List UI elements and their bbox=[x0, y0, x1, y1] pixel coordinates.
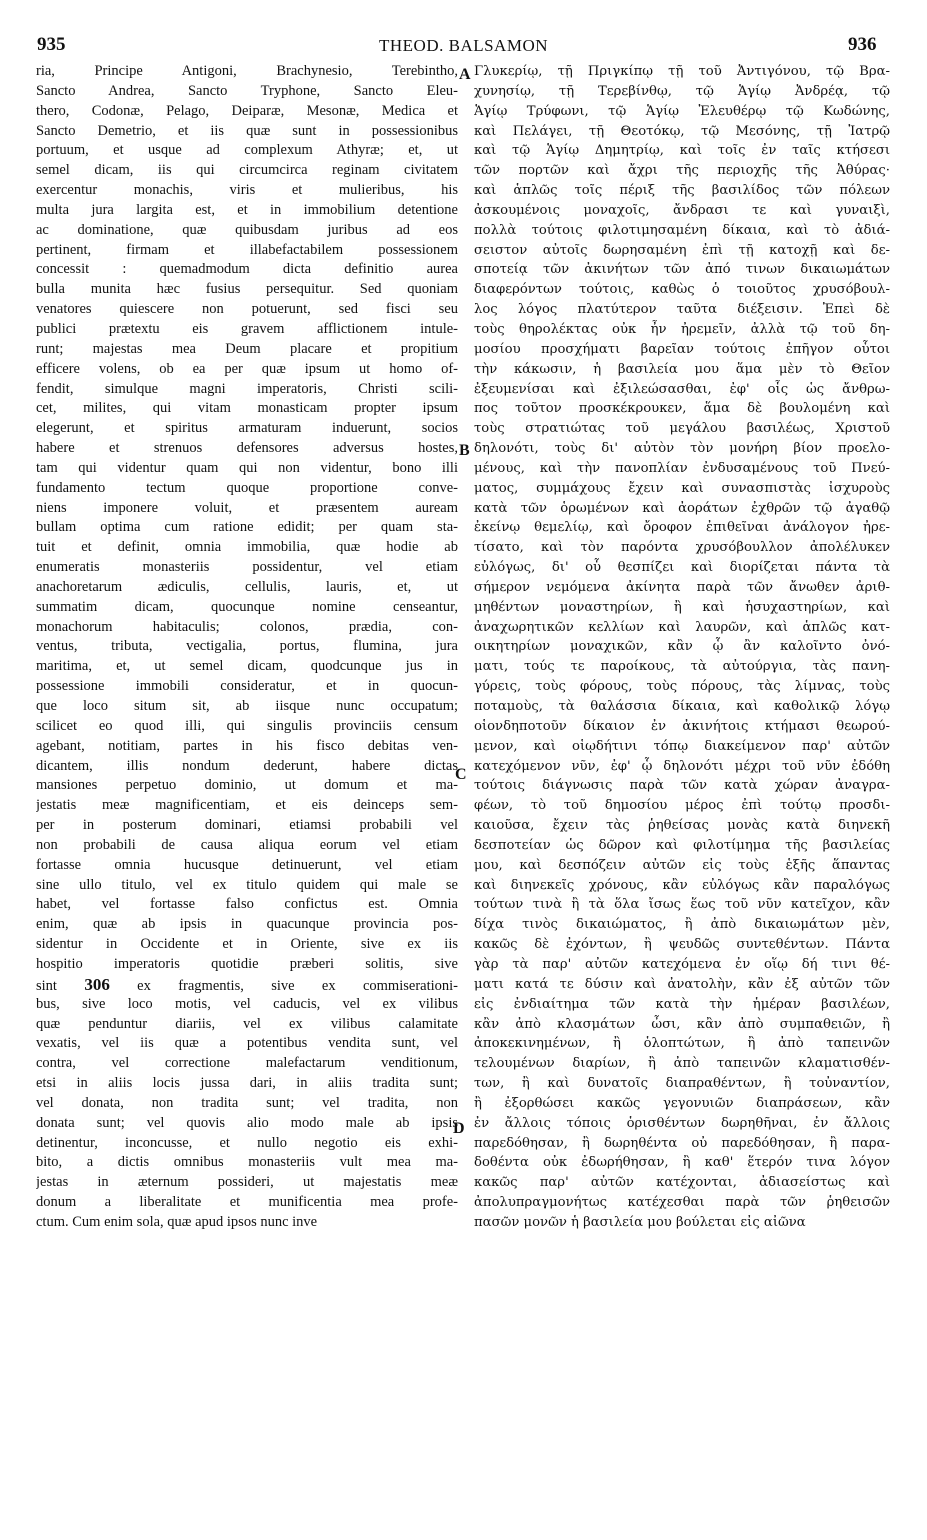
greek-text-line: καὶ διηνεκεῖς χρόνους, κἂν εὐλόγως κἂν παραλόγως bbox=[474, 877, 890, 893]
latin-text-line: bulla munita hæc fusius persequitur. Sed quoniam bbox=[36, 281, 458, 298]
latin-text-line: fundamento tectum quoque proportione conve- bbox=[36, 479, 458, 496]
latin-text-line: concessit : quemadmodum dicta definitio aurea bbox=[36, 261, 458, 278]
greek-text-line: ματι, τούς τε παροίκους, τὰ αὐτούργια, τὰς πανη- bbox=[474, 659, 890, 675]
greek-text-line: παρεδόθησαν, ἢ δωρηθέντα οὐ παρεδόθησαν, ἢ παρα- bbox=[474, 1135, 890, 1151]
latin-text-line: enumeratis monasteriis possidentur, vel etiam bbox=[36, 559, 458, 576]
greek-text-line: δοθέντα οὐκ ἐδωρήθησαν, ἢ καθ' ἕτερόν τινα λόγον bbox=[474, 1155, 890, 1171]
greek-text-line: καὶ Πελάγει, τῇ Θεοτόκῳ, τῷ Μεσόνης, τῇ Ἰατρῷ bbox=[474, 123, 890, 139]
latin-text-line: habere et strenuos defensores adversus hostes, bbox=[36, 440, 458, 457]
margin-mark-d: D bbox=[453, 1120, 465, 1137]
greek-text-line: καιοῦσα, ἔχειν τὰς ῥηθείσας μονὰς κατὰ διηνεκῆ bbox=[474, 818, 890, 834]
greek-text-line: ἀποκεκινημένων, ἢ ὁλοπτώτων, ἢ ἀπὸ ταπεινῶν bbox=[474, 1036, 890, 1052]
greek-text-line: σήμερον νεμόμενα ἀκίνητα παρὰ τῶν ἄνωθεν ἀριθ- bbox=[474, 579, 890, 595]
greek-text-line: μηθέντων μοναστηρίων, ἢ καὶ ἡσυχαστηρίων, καὶ bbox=[474, 599, 890, 615]
latin-text-line: habet, vel fortasse falso confictus est. Omnia bbox=[36, 896, 458, 913]
latin-text-line: enim, quæ ab ipsis in quacunque provincia pos- bbox=[36, 916, 458, 933]
greek-text-line: ἐξευμενίσαι καὶ ἐξιλεώσασθαι, ἐφ' οἷς ὡς ἄνθρω- bbox=[474, 381, 890, 397]
greek-text-line: τοὺς στρατιώτας τοῦ μεγάλου βασιλέως, Χριστοῦ bbox=[474, 421, 890, 437]
latin-text-line: sidentur in Occidente et in Oriente, sive ex iis bbox=[36, 936, 458, 953]
margin-mark-a: A bbox=[459, 66, 471, 83]
latin-text-line: scilicet eo quod illi, qui singulis provinciis censum bbox=[36, 717, 458, 734]
latin-text-line: donum a liberalitate et munificentia mea profe- bbox=[36, 1194, 458, 1211]
margin-mark-b: B bbox=[459, 442, 470, 459]
latin-text-line: anachoretarum ædiculis, cellulis, lauris, et, ut bbox=[36, 578, 458, 595]
latin-text-line: bullam optima cum ratione edidit; per quam sta- bbox=[36, 519, 458, 536]
latin-text-line: elegerunt, et spiritus armaturam induerunt, socios bbox=[36, 420, 458, 437]
greek-text-line: φέων, τὸ τοῦ δημοσίου μέρος ἐπὶ τούτῳ προσδι- bbox=[474, 798, 890, 814]
latin-text-line: cet, milites, qui vitam monasticam propter ipsum bbox=[36, 400, 458, 417]
greek-text-line: λος λόγος πλατύτερον ταῦτα διέξεισιν. Ἐπεὶ δὲ bbox=[474, 302, 890, 318]
latin-text-line: ac dominatione, quæ quibusdam juribus ad eos bbox=[36, 221, 458, 238]
greek-text-line: των, ἢ καὶ δυνατοῖς διαπραθέντων, ἢ τοὐναντίον, bbox=[474, 1076, 890, 1092]
latin-text-line: vexatis, vel iis quæ a potentibus vendita sunt, vel bbox=[36, 1035, 458, 1052]
greek-column bbox=[474, 62, 890, 1233]
latin-text-line: exercentur monachis, viris et mulieribus, his bbox=[36, 182, 458, 199]
latin-text-line: non probabili de causa aliqua eorum vel etiam bbox=[36, 836, 458, 853]
greek-text-line: γὰρ τὰ παρ' αὐτῶν κατεχόμενα ἐν οἵῳ δή τινι θέ- bbox=[474, 956, 890, 972]
latin-text-line: jestatis meæ magnificentiam, et eis deinceps sem- bbox=[36, 797, 458, 814]
greek-text-line: δίχα τινὸς δικαιώματος, ἢ ἀπὸ δικαιωμάτων μὲν, bbox=[474, 917, 890, 933]
latin-text-line: sine ullo titulo, vel ex titulo quidem qui male se bbox=[36, 876, 458, 893]
latin-text-line: efficere volens, ob ea per quæ ipsum ut homo of- bbox=[36, 360, 458, 377]
latin-text-line: ventus, tributa, vectigalia, portus, flumina, jura bbox=[36, 638, 458, 655]
greek-text-line: διαφερόντων τούτοις, καθὼς ὁ τοιοῦτος χρυσόβουλ- bbox=[474, 282, 890, 298]
latin-text-line: bus, sive loco motis, vel caducis, vel ex vilibus bbox=[36, 995, 458, 1012]
greek-text-line: ἀσκουμένοις μοναχοῖς, ἄνδρασι τε καὶ γυναιξὶ, bbox=[474, 202, 890, 218]
latin-text-line: runt; majestas mea Deum placare et propitium bbox=[36, 340, 458, 357]
greek-text-line: τῶν πορτῶν καὶ ἄχρι τῆς περιοχῆς τῆς Ἀθύρας· bbox=[474, 163, 890, 179]
greek-text-line: δηλονότι, τοὺς δι' αὐτὸν τὸν μονήρη βίον προελο- bbox=[474, 441, 890, 457]
greek-text-line: τούτων τινὰ ἢ τὰ ὅλα ἴσως ἕως τοῦ νῦν κατεῖχον, κἂν bbox=[474, 897, 890, 913]
latin-text-line: niens imponere voluit, et præsentem auream bbox=[36, 499, 458, 516]
greek-text-line: ἐν ἄλλοις τόποις ὁρισθέντων δωρηθῆναι, ἐν ἄλλοις bbox=[474, 1115, 890, 1131]
greek-text-line: μενον, καὶ οἱῳδήτινι τόπῳ διακείμενον παρ' αὐτῶν bbox=[474, 738, 890, 754]
greek-text-line: τοὺς θηρολέκτας οὐκ ἦν ἠρεμεῖν, ἀλλὰ τῷ τοῦ δη- bbox=[474, 321, 890, 337]
latin-text-line: fortasse omnia hucusque detinuerunt, vel etiam bbox=[36, 856, 458, 873]
greek-text-line: σειστον αὐτοῖς δωρησαμένη ἐπὶ τῇ κατοχῇ καὶ δε- bbox=[474, 242, 890, 258]
latin-text-line: jestas in æternum possideri, ut majestatis meæ bbox=[36, 1174, 458, 1191]
latin-text-line: pertinent, firmam et illabefactabilem possessionem bbox=[36, 241, 458, 258]
greek-text-line: ἐκείνῳ θεμελίῳ, καὶ ὄροφον ἐπιθεῖναι ἀνάλογον ἠρε- bbox=[474, 520, 890, 536]
latin-text-line: ctum. Cum enim sola, quæ apud ipsos nunc inve bbox=[36, 1213, 318, 1230]
greek-text-line: Γλυκερίῳ, τῇ Πριγκίπῳ τῇ τοῦ Ἀντιγόνου, τῷ Βρα- bbox=[474, 64, 890, 79]
greek-text-line: πος τοῦτον προσκέκρουκεν, ἅμα δὲ βουλομένη καὶ bbox=[474, 401, 890, 417]
latin-text-line: Sancto Demetrio, et iis quæ sunt in possessionibus bbox=[36, 122, 458, 139]
greek-text-line: σποτείᾳ τῶν ἀκινήτων τῶν ἀπό τινων δικαιωμάτων bbox=[474, 262, 890, 278]
latin-text-line: tam qui videntur quam qui non videntur, bono illi bbox=[36, 459, 458, 476]
latin-text-line: hospitio imperatoris quotidie præberi solitis, sive bbox=[36, 955, 458, 972]
latin-column bbox=[36, 62, 458, 1233]
greek-text-line: μου, καὶ δεσπόζειν αὐτῶν εἰς τοὺς ἑξῆς ἅπαντας bbox=[474, 857, 890, 873]
greek-text-line: οικητηρίων μοναχικῶν, κἂν ᾧ ἂν καλοῖντο ὀνό- bbox=[474, 639, 890, 655]
latin-text-line: contra, vel correctione malefactarum venditionum, bbox=[36, 1055, 458, 1072]
greek-text-line: καὶ ἁπλῶς τοῖς πέριξ τῆς βασιλίδος τῶν πόλεων bbox=[474, 183, 890, 199]
inline-folio-number: 306 bbox=[84, 974, 110, 994]
latin-text-line: donata sunt; vel quovis alio modo male ab ipsis bbox=[36, 1114, 458, 1131]
latin-text-line: tuit et definit, omnia immobilia, quæ hodie ab bbox=[36, 539, 458, 556]
latin-text-line: thero, Codonæ, Pelago, Deiparæ, Mesonæ, Medica et bbox=[36, 102, 458, 119]
left-page-number: 935 bbox=[37, 34, 66, 55]
greek-text-line: ματος, συμμάχους ἔχειν καὶ συνασπιστὰς ἰσχυροὺς bbox=[474, 480, 890, 496]
right-page-number: 936 bbox=[848, 34, 877, 55]
greek-text-line: εὐλόγως, δι' οὗ θεσπίζει καὶ διορίζεται πάντα τὰ bbox=[474, 560, 890, 576]
running-title: THEOD. BALSAMON bbox=[379, 36, 548, 55]
page-header bbox=[0, 28, 927, 58]
greek-text-line: μένους, καὶ τὴν πανοπλίαν ἐνδυσαμένους τοῦ Πνεύ- bbox=[474, 460, 890, 476]
greek-text-line: ποταμοὺς, τὰ θαλάσσια δίκαια, καὶ καθολικῷ λόγῳ bbox=[474, 699, 890, 714]
greek-text-line: γύρεις, τοὺς φόρους, τοὺς πόρους, τὰς λίμνας, τοὺς bbox=[474, 679, 890, 695]
greek-text-line: κατεχόμενον νῦν, ἐφ' ᾧ δηλονότι μέχρι τοῦ νῦν ἐδόθη bbox=[474, 758, 890, 774]
latin-text-line: per in posterum dominari, etiamsi probabili vel bbox=[36, 817, 458, 834]
latin-text-line: summatim dicam, quocunque nomine censeantur, bbox=[36, 598, 458, 615]
greek-text-line: μοσίου προσχήματι βαρεῖαν τούτοις ἐπῆγον οὗτοι bbox=[474, 341, 890, 357]
latin-text-line: monachorum habitaculis; colonos, prædia, con- bbox=[36, 618, 458, 635]
latin-text-line: venatores quiescere non potuerunt, sed fisci seu bbox=[36, 301, 458, 318]
latin-text-line: ria, Principe Antigoni, Brachynesio, Terebintho, bbox=[36, 63, 458, 79]
greek-text-line: τελουμένων διαρίων, ἢ ἀπὸ ταπεινῶν κλαματισθέν- bbox=[474, 1056, 890, 1072]
greek-text-line: κατὰ τῶν ὁρωμένων καὶ ἀοράτων ἐχθρῶν τῷ ἀγαθῷ bbox=[474, 500, 890, 516]
latin-text-line: multa jura largita est, et in immobilium detentione bbox=[36, 201, 458, 218]
latin-text-line: portuum, et usque ad complexum Athyræ; et, ut bbox=[36, 142, 458, 159]
latin-text-line: possessione immobili consideratur, et in quocun- bbox=[36, 678, 458, 695]
greek-text-line: τίσατο, καὶ τὸν παρόντα χρυσόβουλλον ἀπολέλυκεν bbox=[474, 540, 890, 556]
latin-text-line: Sancto Andrea, Sancto Tryphone, Sancto Eleu- bbox=[36, 82, 458, 99]
latin-text-line: semel dicam, iis qui circumcirca reginam civitatem bbox=[36, 162, 458, 179]
latin-text-line: etsi in aliis locis jussa dari, in aliis tradita sunt; bbox=[36, 1075, 458, 1092]
greek-text-line: ἢ ἐξορθώσει κακῶς γεγονυιῶν διαπράσεων, κἂν bbox=[474, 1095, 890, 1111]
greek-text-line: τὴν κάκωσιν, ἡ βασιλεία μου ἅμα μὲν τὸ Θεῖον bbox=[474, 361, 890, 377]
greek-text-line: εἰς ἐνδιαίτημα τῶν κατὰ τὴν ἡμέραν βασιλέων, bbox=[474, 996, 890, 1012]
greek-text-line: κἂν ἀπὸ κλασμάτων ὦσι, κἂν ἀπὸ συμπαθειῶν, ἢ bbox=[474, 1016, 890, 1032]
latin-text-line: dicantem, illis nondum dederunt, habere dictas bbox=[36, 757, 458, 774]
greek-text-line: ἀναχωρητικῶν κελλίων καὶ λαυρῶν, καὶ ἁπλῶς κατ- bbox=[474, 619, 890, 635]
greek-text-line: Ἁγίῳ Τρύφωνι, τῷ Ἁγίῳ Ἐλευθέρῳ τῷ Κωδώνης, bbox=[474, 103, 890, 119]
latin-text-line: detinentur, inconcusse, et nullo negotio eis exhi- bbox=[36, 1134, 458, 1151]
greek-text-line: ματι κατά τε δύσιν καὶ ἀνατολὴν, κἂν ἐξ αὐτῶν τῶν bbox=[474, 976, 890, 992]
latin-text-line: fendit, simulque magni imperatoris, Christi scili- bbox=[36, 380, 458, 397]
greek-text-line: καὶ τῷ Ἁγίῳ Δημητρίῳ, καὶ τοῖς ἐν ταῖς κτήσεσι bbox=[474, 143, 890, 159]
greek-text-line: τούτοις διάγνωσις παρὰ τῶν κατὰ χώραν ἀναγρα- bbox=[474, 778, 890, 794]
latin-text-line: quæ penduntur diariis, vel ex vilibus calamitate bbox=[36, 1015, 458, 1032]
greek-text-line: δεσποτείαν ὡς δῶρον καὶ φιλοτίμημα τῆς βασιλείας bbox=[474, 837, 890, 853]
latin-text-line: agebant, notitiam, partes in his fisco debitas ven- bbox=[36, 737, 458, 754]
margin-mark-c: C bbox=[455, 766, 467, 783]
latin-text-line: publici prætextu eis gravem afflictionem intule- bbox=[36, 320, 458, 337]
greek-text-line: οἱονδηποτοῦν δίκαιον ἐν ἀκινήτοις κτήμασι θεωρού- bbox=[474, 718, 890, 734]
latin-text-line: bito, a dictis omnibus monasteriis vult mea ma- bbox=[36, 1154, 458, 1171]
latin-text-line: mansiones perpetuo dominio, ut domum et ma- bbox=[36, 777, 458, 794]
latin-text-line: sint 306 ex fragmentis, sive ex commiserationi- bbox=[36, 974, 458, 994]
greek-text-line: πασῶν μονῶν ἡ βασιλεία μου βούλεται εἰς αἰῶνα bbox=[474, 1214, 806, 1230]
greek-text-line: κακῶς παρ' αὐτῶν κατέχονται, ἀδιασείστως καὶ bbox=[474, 1175, 890, 1191]
latin-text-line: que loco situm sit, ab iisque nunc occupatum; bbox=[36, 698, 458, 714]
greek-text-line: ἀπολυπραγμονήτως κατέχεσθαι παρὰ τῶν ῥηθεισῶν bbox=[474, 1195, 890, 1211]
greek-text-line: χυνησίῳ, τῇ Τερεβίνθῳ, τῷ Ἁγίῳ Ἀνδρέᾳ, τῷ bbox=[474, 83, 890, 99]
latin-text-line: maritima, et, ut semel dicam, quodcunque jus in bbox=[36, 658, 458, 675]
greek-text-line: πολλὰ τούτοις φιλοτιμησαμένη δίκαια, καὶ τὸ ἀδιά- bbox=[474, 222, 890, 238]
greek-text-line: κακῶς δὲ ἐχόντων, ἢ ψευδῶς συντεθέντων. Πάντα bbox=[474, 937, 890, 953]
latin-text-line: vel donata, non tradita sunt; vel tradita, non bbox=[36, 1094, 458, 1111]
